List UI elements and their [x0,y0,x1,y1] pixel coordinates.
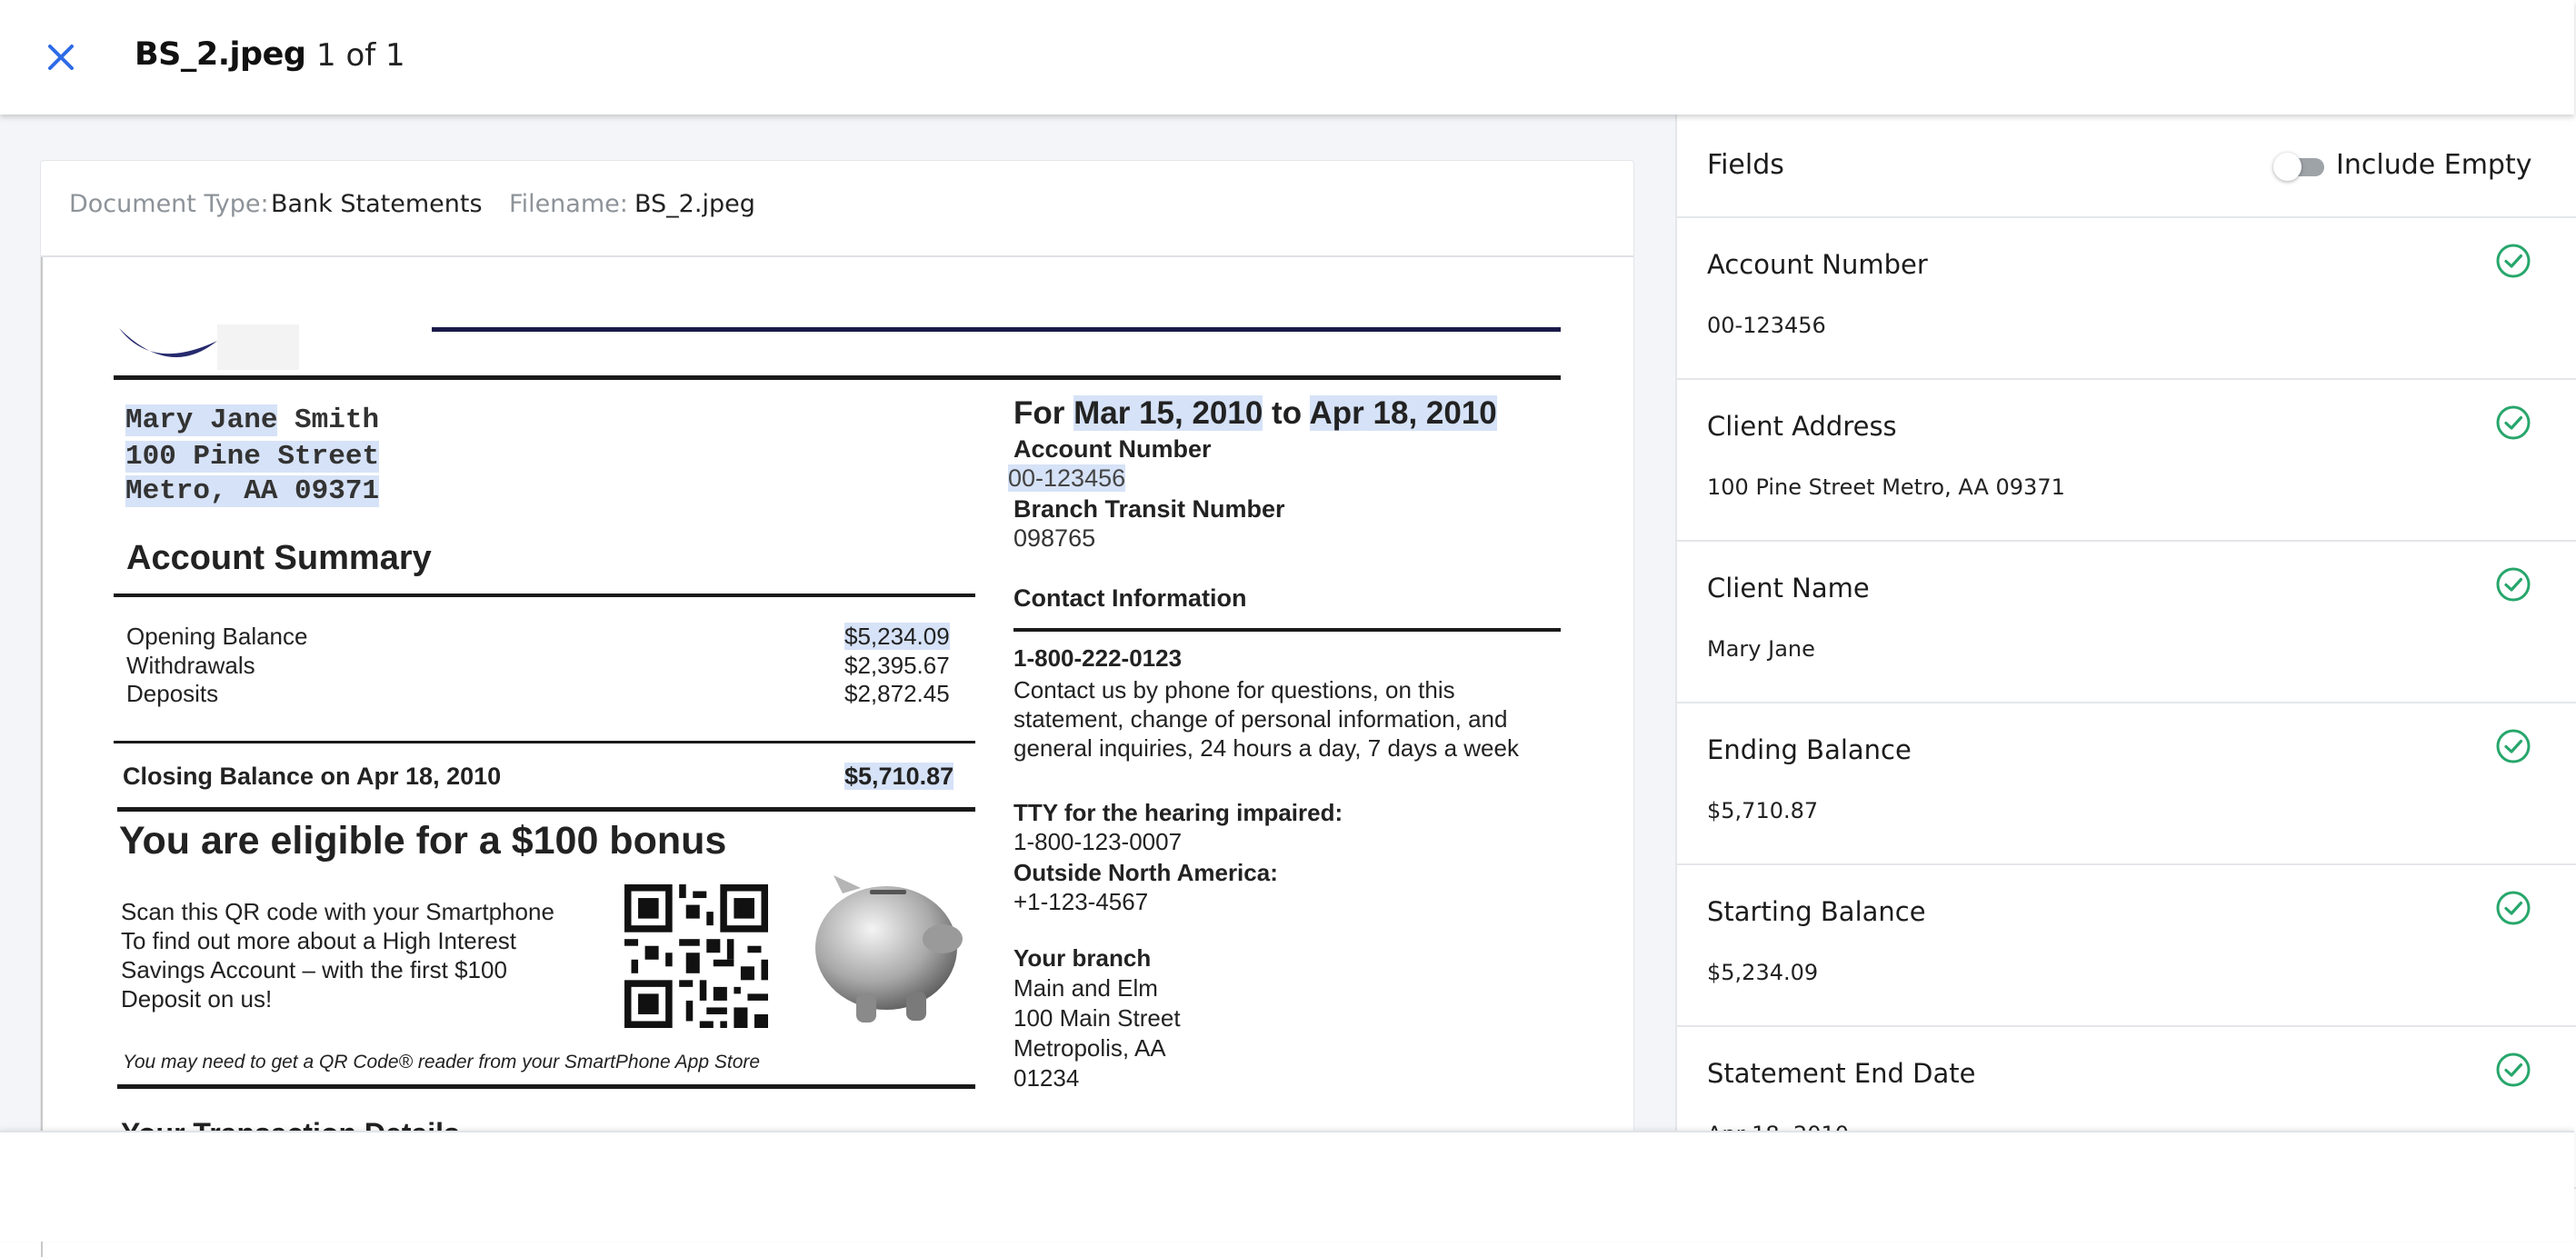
client-city-line: Metro, AA 09371 [125,475,380,507]
contact-phone: 1-800-222-0123 [1013,644,1183,672]
field-account-number[interactable] [1677,216,2576,380]
qr-code [624,884,768,1028]
field-name: Client Address [1707,411,1897,442]
outside-na-label: Outside North America: [1013,859,1278,886]
field-name: Client Name [1707,573,1870,604]
tty-label: TTY for the hearing impaired: [1013,799,1343,826]
fields-panel-header [1677,115,2576,218]
opening-balance-value: $5,234.09 [844,623,950,650]
field-value: Mary Jane [1707,636,1815,662]
contact-text: Contact us by phone for questions, on this statement, change of personal information, and general inquiries, 24 hours a day, 7 days a week [1013,676,1519,762]
withdrawals-label: Withdrawals [126,652,255,679]
field-value: 00-123456 [1707,313,1826,338]
fields-panel [1675,115,2576,1132]
branch-transit-value: 098765 [1013,524,1096,552]
bank-logo [115,324,306,372]
closing-balance-label: Closing Balance on Apr 18, 2010 [123,763,502,790]
branch-address: Main and Elm 100 Main Street Metropolis, AA 01234 [1013,974,1181,1092]
header-rule [432,327,1561,332]
check-circle-icon [2494,404,2532,442]
check-circle-icon [2494,565,2532,604]
tty-phone: 1-800-123-0007 [1013,828,1183,855]
closing-balance-value: $5,710.87 [844,763,954,790]
doc-type-label: Document Type: [69,190,269,218]
divider [114,594,975,597]
field-client-name[interactable] [1677,540,2576,703]
check-circle-icon [2494,1051,2532,1089]
account-summary-title: Account Summary [126,539,432,577]
field-name: Statement End Date [1707,1058,1976,1089]
toggle-knob [2273,153,2301,181]
include-empty-toggle[interactable] [2273,153,2324,180]
top-bar [0,0,2574,115]
divider [117,1084,975,1089]
field-name: Starting Balance [1707,896,1926,927]
deposits-value: $2,872.45 [844,680,950,707]
page-count: 1 of 1 [316,37,405,74]
client-name-line: Mary Jane Smith [125,404,380,436]
fields-title: Fields [1707,149,1784,181]
account-number-value: 00-123456 [1008,464,1126,492]
account-number-label: Account Number [1013,435,1212,463]
divider [114,375,1561,380]
piggy-bank-image [806,875,970,1030]
bonus-footnote: You may need to get a QR Code® reader from your SmartPhone App Store [123,1052,761,1072]
withdrawals-value: $2,395.67 [844,652,950,679]
check-circle-icon [2494,727,2532,765]
field-ending-balance[interactable] [1677,702,2576,865]
deposits-label: Deposits [126,680,219,707]
check-circle-icon [2494,242,2532,280]
branch-transit-label: Branch Transit Number [1013,495,1285,523]
divider [114,741,975,743]
field-name: Account Number [1707,249,1928,280]
divider [1013,628,1561,632]
field-starting-balance[interactable] [1677,863,2576,1027]
field-value: $5,710.87 [1707,798,1819,823]
include-empty-label: Include Empty [2336,149,2532,181]
bottom-bar [0,1131,2574,1242]
statement-image [41,257,1633,1257]
statement-period: For Mar 15, 2010 to Apr 18, 2010 [1013,395,1497,431]
filename-value: BS_2.jpeg [634,190,755,218]
check-circle-icon [2494,889,2532,927]
filename-label: Filename: [509,190,628,218]
outside-na-phone: +1-123-4567 [1013,888,1149,915]
field-value: 100 Pine Street Metro, AA 09371 [1707,474,2065,500]
document-viewer [0,115,1675,1132]
doc-type-value: Bank Statements [271,190,483,218]
contact-info-title: Contact Information [1013,584,1247,612]
close-icon[interactable] [42,38,80,76]
document-title: BS_2.jpeg [135,36,306,73]
branch-label: Your branch [1013,944,1152,972]
bonus-text: Scan this QR code with your Smartphone To find out more about a High Interest Savings Account – with the first $100 Deposit on us! [121,898,554,1013]
opening-balance-label: Opening Balance [126,623,308,650]
divider [117,807,975,812]
document-card [40,160,1634,1180]
field-value: $5,234.09 [1707,960,1819,985]
document-meta-row [41,161,1633,257]
field-name: Ending Balance [1707,734,1912,765]
field-client-address[interactable] [1677,378,2576,542]
bonus-title: You are eligible for a $100 bonus [119,819,727,863]
client-street-line: 100 Pine Street [125,441,380,473]
